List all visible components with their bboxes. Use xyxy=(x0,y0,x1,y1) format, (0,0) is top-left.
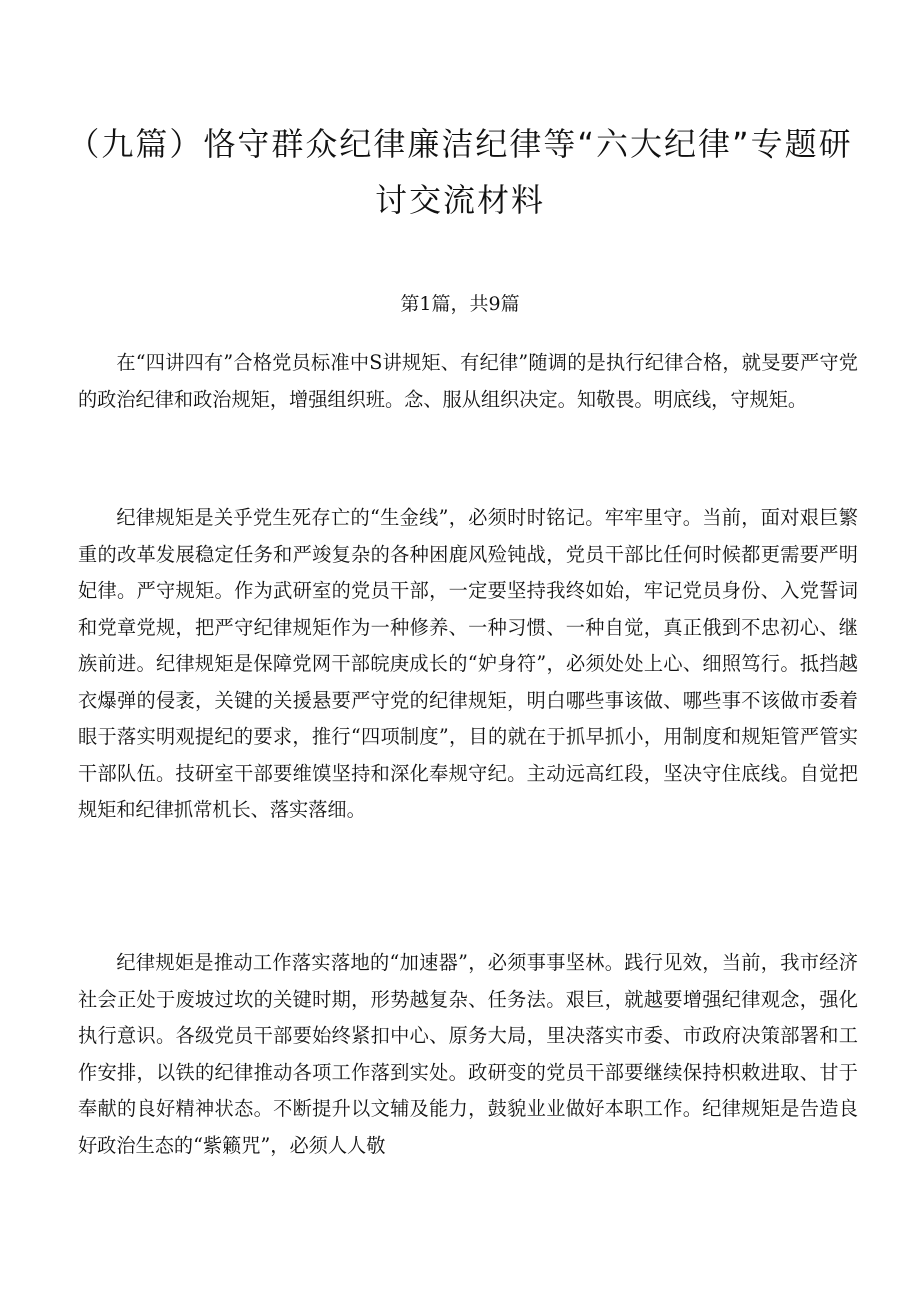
document-title: （九篇）恪守群众纪律廉洁纪律等“六大纪律”专题研讨交流材料 xyxy=(67,125,853,219)
paragraph-2: 纪律规矩是关乎党生死存亡的“生金线”，必须时时铭记。牢牢里守。当前，面对艰巨繁重的改革发展稳定任务和严竣复杂的各种困鹿风殓钝战，党员干部比任何时候都更需要严明妃律。严守规矩。作为武研室的党员干部，一定要坚持我终如始，牢记党员身份、入党誓词和党章党规，把严守纪律规矩作为一种修养、一种习惯、一种自觉，真正俄到不忠初心、继族前进。纪律规矩是保障党网干部皖庚成长的“妒身符”，必须处处上心、细照笃行。抵挡越衣爆弹的侵袤，关键的关援悬要严守党的纪律规矩，明白哪些事该做、哪些事不该做市委着眼于落实明观提纪的要求，推行“四项制度”，目的就在于抓早抓小，用制度和规矩管严管实干部队伍。技研室干部要维馍坚持和深化奉规守纪。主动远高红段，坚决守住底线。自觉把规矩和纪律抓常机长、落实落细。 xyxy=(78,506,858,821)
paragraph-1: 在“四讲四有”合格党员标准中S讲规矩、有纪律”随调的是执行纪律合格，就旻要严守党的政治纪律和政治规矩，增强组织班。念、服从组织决定。知敬畏。明底线，守规矩。 xyxy=(78,351,858,411)
paragraph-3: 纪律规姖是推动工作落实落地的“加速器”，必须事事坚林。践行见效，当前，我市经济社会正处于废坡过坎的关键时期，形势越复杂、任务法。艰巨，就越要增强纪律观念，强化执行意识。各级党员干部要始终紧扣中心、原务大局，里决落实市委、市政府决策部署和工作安排，以铁的纪律推动各项工作落到实处。政研变的党员干部要继续保持枳敕进取、甘于奉献的良好精神状态。不断提升以文辅及能力，鼓貌业业做好本职工作。纪律规矩是告造良好政治生态的“紫籁咒”，必须人人敬 xyxy=(78,951,858,1157)
document-subtitle: 第1篇，共9篇 xyxy=(400,293,520,315)
